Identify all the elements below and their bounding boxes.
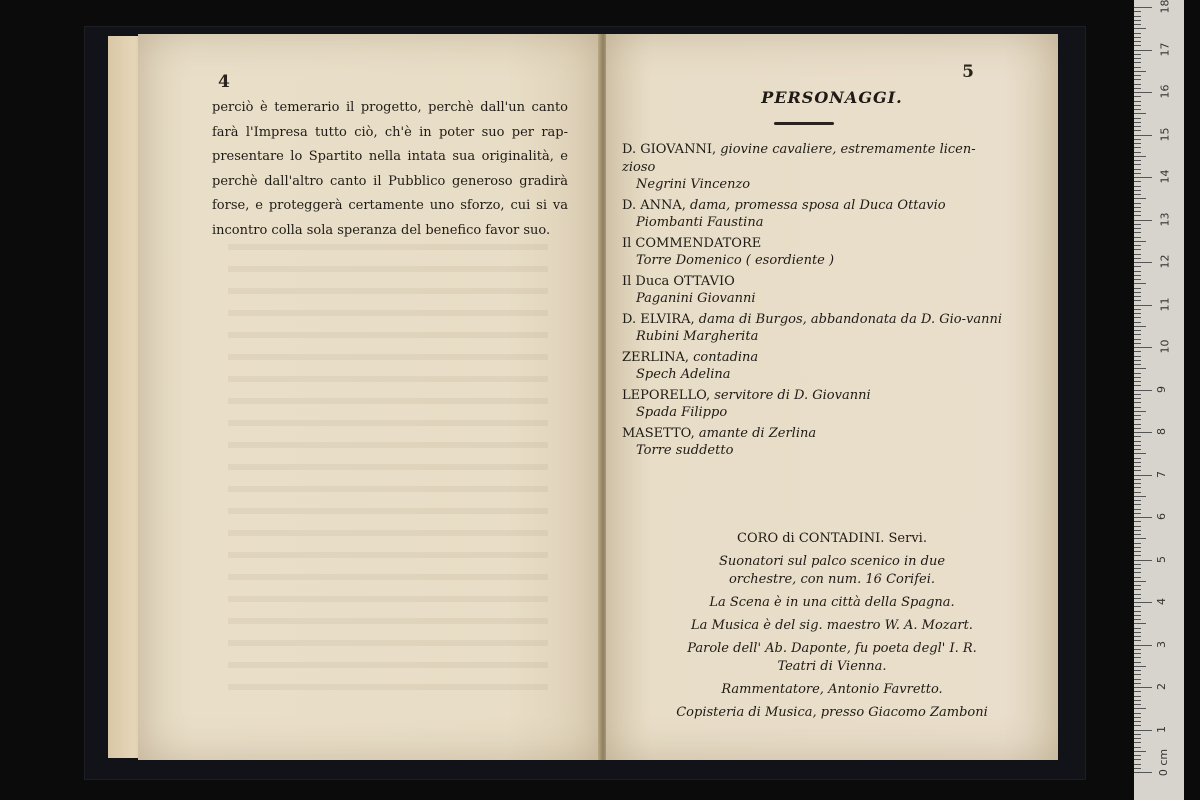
note-line: La Musica è del sig. maestro W. A. Mozart. — [691, 618, 973, 633]
ruler-tick — [1134, 466, 1141, 467]
right-page — [606, 34, 1058, 760]
ruler-tick — [1134, 691, 1141, 692]
role-name: Il Duca OTTAVIO — [622, 273, 735, 289]
ruler-tick — [1134, 577, 1141, 578]
ruler-tick — [1134, 581, 1146, 582]
text-line: farà l'Impresa tutto ciò, ch'è in poter suo per rap- — [212, 124, 568, 140]
role-name: D. GIOVANNI, — [622, 142, 717, 157]
ruler-mark-label: 17 — [1158, 42, 1172, 56]
ruler-tick — [1134, 551, 1141, 552]
ruler-mark-label: 4 — [1155, 598, 1168, 605]
ruler-tick — [1134, 632, 1141, 633]
ruler-tick — [1134, 687, 1152, 688]
cast-actor: Negrini Vincenzo — [636, 177, 751, 192]
ruler-tick — [1134, 640, 1141, 641]
text-line: perchè dall'altro canto il Pubblico generoso gradirà — [212, 173, 568, 189]
ruler-tick — [1134, 198, 1146, 199]
ruler-mark-label: 12 — [1158, 254, 1172, 269]
ruler-tick — [1134, 543, 1141, 544]
text-line: incontro colla sola speranza del benefico favor suo. — [212, 222, 551, 238]
ruler-tick — [1134, 730, 1152, 731]
ruler-tick — [1134, 220, 1152, 221]
ruler-tick — [1134, 71, 1146, 72]
note-line: Rammentatore, Antonio Favretto. — [721, 682, 943, 697]
ruler-tick — [1134, 356, 1141, 357]
ruler-tick — [1134, 313, 1141, 314]
ruler-tick — [1134, 126, 1141, 127]
cast-list — [622, 138, 1006, 463]
ruler-tick — [1134, 279, 1141, 280]
ruler-tick — [1134, 334, 1141, 335]
ruler-tick — [1134, 615, 1141, 616]
measurement-ruler — [1134, 0, 1184, 800]
ruler-tick — [1134, 619, 1141, 620]
ruler-tick — [1134, 186, 1141, 187]
ruler-tick — [1134, 598, 1141, 599]
ruler-tick — [1134, 402, 1141, 403]
ruler-tick — [1134, 479, 1141, 480]
ruler-tick — [1134, 16, 1141, 17]
ruler-tick — [1134, 589, 1141, 590]
text-line: presentare lo Spartito nella intata sua originalità, e — [212, 149, 568, 164]
ruler-tick — [1134, 453, 1146, 454]
ruler-tick — [1134, 696, 1141, 697]
ruler-tick — [1134, 517, 1152, 518]
ruler-tick — [1134, 547, 1141, 548]
ruler-tick — [1134, 292, 1141, 293]
ruler-tick — [1134, 177, 1152, 178]
left-page-number: 4 — [218, 72, 230, 92]
ruler-tick — [1134, 50, 1152, 51]
ruler-tick — [1134, 436, 1141, 437]
ruler-tick — [1134, 738, 1141, 739]
ruler-tick — [1134, 538, 1146, 539]
ruler-mark-label: 14 — [1158, 169, 1172, 184]
ruler-tick — [1134, 759, 1141, 760]
cast-role — [622, 425, 1006, 443]
ruler-tick — [1134, 296, 1141, 297]
ruler-tick — [1134, 521, 1141, 522]
ruler-mark-label: 7 — [1155, 470, 1168, 478]
ruler-tick — [1134, 428, 1141, 429]
ruler-tick — [1134, 653, 1141, 654]
ruler-tick — [1134, 657, 1141, 658]
role-name: ZERLINA, — [622, 349, 689, 365]
ruler-tick — [1134, 377, 1141, 378]
ruler-tick — [1134, 84, 1141, 85]
ruler-tick — [1134, 509, 1141, 510]
ruler-tick — [1134, 487, 1141, 488]
ruler-mark-label: 1 — [1155, 725, 1168, 733]
ruler-tick — [1134, 283, 1146, 284]
ruler-tick — [1134, 683, 1141, 684]
ruler-tick — [1134, 458, 1141, 459]
role-description: amante di Zerlina — [698, 425, 817, 441]
ruler-mark-label: 15 — [1158, 127, 1172, 141]
ruler-mark-label: 6 — [1155, 513, 1168, 520]
ruler-tick — [1134, 249, 1141, 250]
ruler-tick — [1134, 564, 1141, 565]
ruler-tick — [1134, 28, 1146, 29]
ruler-tick — [1134, 7, 1152, 8]
ruler-tick — [1134, 54, 1141, 55]
ruler-tick — [1134, 772, 1152, 773]
cast-role — [622, 273, 1006, 291]
ruler-tick — [1134, 330, 1141, 331]
ruler-mark-label: 3 — [1155, 640, 1168, 648]
ruler-tick — [1134, 483, 1141, 484]
ruler-tick — [1134, 768, 1141, 769]
ruler-tick — [1134, 441, 1141, 442]
ruler-tick — [1134, 309, 1141, 310]
ruler-tick — [1134, 734, 1141, 735]
ruler-tick — [1134, 674, 1141, 675]
ruler-tick — [1134, 37, 1141, 38]
ruler-tick — [1134, 679, 1141, 680]
ruler-tick — [1134, 143, 1141, 144]
ruler-tick — [1134, 20, 1141, 21]
chorus-line: CORO di CONTADINI. Servi. — [737, 531, 927, 546]
ruler-tick — [1134, 45, 1141, 46]
ruler-tick — [1134, 322, 1141, 323]
cast-actor: Paganini Giovanni — [636, 291, 756, 306]
text-line: perciò è temerario il progetto, perchè dall'un canto — [212, 100, 568, 115]
ruler-mark-label: 16 — [1158, 84, 1172, 99]
ruler-tick — [1134, 713, 1141, 714]
ruler-tick — [1134, 364, 1141, 365]
role-name: LEPORELLO, — [622, 387, 711, 403]
ruler-tick — [1134, 636, 1141, 637]
ruler-tick — [1134, 623, 1146, 624]
ruler-tick — [1134, 415, 1141, 416]
ruler-tick — [1134, 343, 1141, 344]
right-page-number: 5 — [962, 62, 974, 82]
ruler-tick — [1134, 224, 1141, 225]
ruler-tick — [1134, 560, 1152, 561]
ruler-tick — [1134, 211, 1141, 212]
ruler-tick — [1134, 725, 1141, 726]
ruler-tick — [1134, 700, 1141, 701]
ruler-tick — [1134, 347, 1152, 348]
cast-actor: Spech Adelina — [636, 367, 731, 382]
ruler-tick — [1134, 181, 1141, 182]
ruler-tick — [1134, 203, 1141, 204]
ruler-tick — [1134, 317, 1141, 318]
ruler-tick — [1134, 194, 1141, 195]
ruler-tick — [1134, 271, 1141, 272]
ruler-tick — [1134, 109, 1141, 110]
ruler-tick — [1134, 241, 1146, 242]
ruler-tick — [1134, 258, 1141, 259]
role-name: D. ANNA, — [622, 197, 686, 213]
ruler-tick — [1134, 611, 1141, 612]
cast-title: PERSONAGGI. — [761, 88, 903, 107]
ruler-tick — [1134, 645, 1152, 646]
ruler-mark-label: 8 — [1155, 428, 1168, 435]
ruler-tick — [1134, 594, 1141, 595]
ruler-mark-label: 5 — [1155, 555, 1168, 563]
ruler-tick — [1134, 113, 1146, 114]
cast-role — [622, 349, 1006, 367]
ruler-tick — [1134, 449, 1141, 450]
ruler-tick — [1134, 254, 1141, 255]
ruler-tick — [1134, 496, 1146, 497]
ruler-tick — [1134, 92, 1152, 93]
ruler-tick — [1134, 470, 1141, 471]
cast-actor: Torre suddetto — [636, 443, 734, 458]
ruler-tick — [1134, 649, 1141, 650]
ruler-tick — [1134, 41, 1141, 42]
ruler-tick — [1134, 118, 1141, 119]
ruler-mark-label: 18 — [1158, 0, 1172, 14]
ruler-tick — [1134, 628, 1141, 629]
cast-role — [622, 197, 1006, 215]
ruler-tick — [1134, 764, 1141, 765]
cast-actor: Rubini Margherita — [636, 329, 759, 344]
ruler-tick — [1134, 419, 1141, 420]
ruler-tick — [1134, 708, 1146, 709]
role-description: contadina — [693, 349, 759, 365]
ruler-mark-label: 9 — [1155, 385, 1168, 393]
role-description: giovine cavaliere, estremamente licen-zioso — [622, 142, 976, 175]
ruler-tick — [1134, 135, 1152, 136]
ruler-unit-label: 0 cm — [1157, 748, 1171, 777]
ruler-tick — [1134, 262, 1152, 263]
ruler-tick — [1134, 11, 1141, 12]
ruler-tick — [1134, 462, 1141, 463]
text-line: forse, e proteggerà certamente uno sforzo, cui si va — [212, 198, 568, 213]
ruler-tick — [1134, 385, 1141, 386]
ruler-tick — [1134, 534, 1141, 535]
ruler-mark-label: 13 — [1158, 212, 1172, 226]
ruler-tick — [1134, 266, 1141, 267]
ruler-tick — [1134, 339, 1141, 340]
ruler-tick — [1134, 432, 1152, 433]
ruler-tick — [1134, 555, 1141, 556]
ruler-tick — [1134, 666, 1146, 667]
ruler-tick — [1134, 360, 1141, 361]
ruler-tick — [1134, 228, 1141, 229]
note-line: Parole dell' Ab. Daponte, fu poeta degl' I. R. Teatri di Vienna. — [687, 641, 977, 674]
ruler-tick — [1134, 381, 1141, 382]
ruler-tick — [1134, 215, 1141, 216]
ruler-tick — [1134, 164, 1141, 165]
role-description: dama, promessa sposa al Duca Ottavio — [690, 197, 946, 213]
left-page — [138, 34, 600, 760]
ruler-tick — [1134, 237, 1141, 238]
ruler-tick — [1134, 96, 1141, 97]
ruler-tick — [1134, 33, 1141, 34]
ruler-tick — [1134, 152, 1141, 153]
cast-actor: Torre Domenico ( esordiente ) — [636, 253, 835, 268]
ruler-tick — [1134, 572, 1141, 573]
ruler-tick — [1134, 288, 1141, 289]
ruler-tick — [1134, 526, 1141, 527]
role-description: servitore di D. Giovanni — [714, 387, 871, 403]
ruler-tick — [1134, 58, 1141, 59]
ruler-tick — [1134, 67, 1141, 68]
ruler-tick — [1134, 721, 1141, 722]
ruler-tick — [1134, 101, 1141, 102]
production-notes — [606, 530, 1058, 727]
ruler-tick — [1134, 530, 1141, 531]
ruler-tick — [1134, 88, 1141, 89]
ruler-tick — [1134, 513, 1141, 514]
ruler-tick — [1134, 75, 1141, 76]
ruler-tick — [1134, 139, 1141, 140]
left-page-text — [212, 96, 568, 243]
ruler-tick — [1134, 500, 1141, 501]
ruler-tick — [1134, 147, 1141, 148]
ruler-tick — [1134, 173, 1141, 174]
ruler-tick — [1134, 411, 1146, 412]
ruler-tick — [1134, 305, 1152, 306]
ruler-tick — [1134, 445, 1141, 446]
ruler-tick — [1134, 602, 1152, 603]
ruler-tick — [1134, 105, 1141, 106]
ruler-tick — [1134, 568, 1141, 569]
ruler-tick — [1134, 390, 1152, 391]
role-name: Il COMMENDATORE — [622, 235, 762, 251]
ruler-tick — [1134, 670, 1141, 671]
cast-role — [622, 387, 1006, 405]
ruler-tick — [1134, 747, 1141, 748]
ruler-mark-label: 2 — [1155, 683, 1168, 690]
ruler-tick — [1134, 585, 1141, 586]
ruler-tick — [1134, 245, 1141, 246]
ruler-tick — [1134, 662, 1141, 663]
role-name: D. ELVIRA, — [622, 311, 695, 327]
ruler-tick — [1134, 156, 1146, 157]
ruler-tick — [1134, 130, 1141, 131]
title-ornament-rule — [774, 122, 834, 125]
ruler-tick — [1134, 504, 1141, 505]
ruler-tick — [1134, 373, 1141, 374]
role-name: MASETTO, — [622, 425, 695, 441]
ruler-tick — [1134, 275, 1141, 276]
ruler-tick — [1134, 24, 1141, 25]
ruler-mark-label: 10 — [1158, 339, 1172, 354]
cast-role — [622, 311, 1006, 329]
ruler-tick — [1134, 717, 1141, 718]
ruler-tick — [1134, 62, 1141, 63]
ruler-tick — [1134, 190, 1141, 191]
cast-actor: Piombanti Faustina — [636, 215, 764, 230]
ruler-tick — [1134, 326, 1146, 327]
ruler-tick — [1134, 755, 1141, 756]
note-line: Suonatori sul palco scenico in due orchestre, con num. 16 Corifei. — [718, 554, 946, 587]
ruler-tick — [1134, 207, 1141, 208]
cast-role — [622, 235, 1006, 253]
ruler-tick — [1134, 351, 1141, 352]
ruler-tick — [1134, 424, 1141, 425]
ruler-tick — [1134, 606, 1141, 607]
role-description: dama di Burgos, abbandonata da D. Gio-vanni — [698, 311, 1002, 327]
cast-role — [622, 141, 1006, 176]
ruler-tick — [1134, 492, 1141, 493]
ruler-tick — [1134, 394, 1141, 395]
ruler-tick — [1134, 704, 1141, 705]
ruler-tick — [1134, 398, 1141, 399]
ruler-tick — [1134, 169, 1141, 170]
ruler-tick — [1134, 742, 1141, 743]
cast-actor: Spada Filippo — [636, 405, 728, 420]
ruler-tick — [1134, 122, 1141, 123]
bleed-through-text — [228, 244, 548, 704]
ruler-tick — [1134, 79, 1141, 80]
ruler-tick — [1134, 368, 1146, 369]
note-line: Copisteria di Musica, presso Giacomo Zamboni — [676, 705, 988, 720]
ruler-tick — [1134, 407, 1141, 408]
ruler-tick — [1134, 475, 1152, 476]
ruler-mark-label: 11 — [1158, 297, 1172, 311]
ruler-tick — [1134, 751, 1146, 752]
ruler-tick — [1134, 160, 1141, 161]
ruler-tick — [1134, 232, 1141, 233]
note-line: La Scena è in una città della Spagna. — [709, 595, 955, 610]
ruler-tick — [1134, 300, 1141, 301]
